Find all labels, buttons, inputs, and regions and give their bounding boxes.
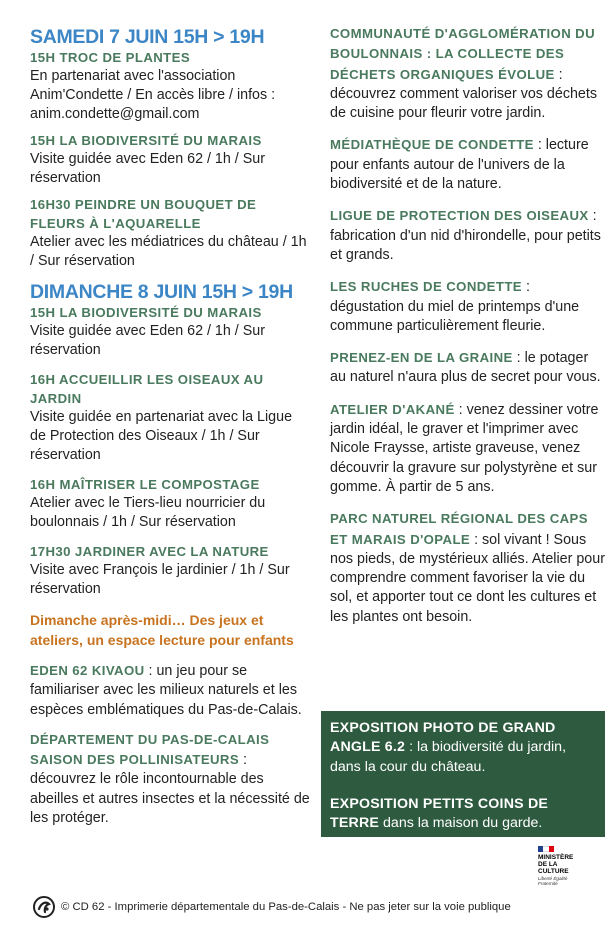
day-heading-saturday: SAMEDI 7 JUIN 15H > 19H	[30, 26, 265, 48]
event-title: 16H ACCUEILLIR LES OISEAUX AU JARDIN	[30, 372, 264, 406]
stand-head: LES RUCHES DE CONDETTE	[330, 279, 522, 295]
stand-head: LIGUE DE PROTECTION DES OISEAUX	[330, 208, 589, 224]
event-title: 16H30 PEINDRE UN BOUQUET DE FLEURS À L'AQUARELLE	[30, 197, 257, 231]
stand-akane	[330, 400, 606, 497]
event-title: 15H LA BIODIVERSITÉ DU MARAIS	[30, 133, 262, 148]
stand-text: sol vivant ! Sous nos pieds, de mystérieux alliés. Atelier pour comprendre comment favoriser la vie du sol, et apporter tout ce dont les cultures et les plantes ont besoin.	[330, 531, 605, 625]
stand-mediatheque	[330, 135, 606, 194]
stand-head: PARC NATUREL RÉGIONAL DES CAPS ET MARAIS D'OPALE	[330, 511, 588, 547]
separator: :	[144, 663, 157, 679]
left-column	[30, 26, 310, 838]
stand-lpo	[330, 206, 606, 265]
stand-text: dégustation du miel de printemps d'une commune particulièrement fleurie.	[330, 298, 580, 334]
ministere-motto: Liberté Égalité Fraternité	[538, 876, 568, 886]
event-title: 15H LA BIODIVERSITÉ DU MARAIS	[30, 305, 262, 320]
ministere-name: MINISTÈRE DE LA CULTURE	[538, 854, 574, 875]
event-biodiv-sat	[30, 131, 310, 188]
event-desc: Visite guidée en partenariat avec la Ligue de Protection des Oiseaux / 1h / Sur réservation	[30, 409, 293, 463]
event-desc: Visite avec François le jardinier / 1h / Sur réservation	[30, 562, 290, 597]
stand-head: MÉDIATHÈQUE DE CONDETTE	[330, 137, 534, 153]
expo-grand-angle	[330, 719, 595, 777]
right-column	[330, 24, 606, 637]
stand-agglo	[330, 24, 606, 123]
expo-petits-coins	[330, 795, 595, 834]
expo-text: dans la maison du garde.	[383, 815, 543, 832]
stand-text: le potager au naturel n'aura plus de secret pour vous.	[330, 350, 601, 386]
event-troc	[30, 48, 310, 124]
stand-head: EDEN 62 KIVAOU	[30, 663, 145, 678]
event-title: 15H TROC DE PLANTES	[30, 50, 191, 65]
event-compostage	[30, 475, 310, 532]
ministere-culture-logo	[538, 846, 588, 886]
stand-graine	[330, 348, 606, 388]
event-desc: Visite guidée avec Eden 62 / 1h / Sur réservation	[30, 151, 265, 186]
separator: :	[533, 137, 546, 154]
event-desc: Atelier avec les médiatrices du château / 1h / Sur réservation	[30, 234, 307, 269]
event-oiseaux	[30, 370, 310, 465]
footer	[30, 897, 606, 919]
event-jardiner	[30, 542, 310, 599]
separator: :	[588, 208, 597, 225]
stand-text: venez dessiner votre jardin idéal, le graver et l'imprimer avec Nicole Fraysse, artiste graveuse, venez découvrir la gravure sur polystyrène et sur gomme. À partir de 5 ans.	[330, 401, 599, 495]
stand-head: COMMUNAUTÉ D'AGGLOMÉRATION DU BOULONNAIS : LA COLLECTE DES DÉCHETS ORGANIQUES ÉVOLUE	[330, 26, 596, 82]
expo-text: la biodiversité du jardin, dans la cour du château.	[330, 739, 567, 775]
stand-text: un jeu pour se familiariser avec les milieux naturels et les espèces emblématiques du Pas-de-Calais.	[30, 663, 302, 718]
event-biodiv-sun	[30, 303, 310, 360]
stand-head: PRENEZ-EN DE LA GRAINE	[330, 350, 513, 366]
event-title: 17H30 JARDINER AVEC LA NATURE	[30, 544, 269, 559]
cd62-logo-icon	[32, 895, 56, 919]
separator: :	[239, 752, 248, 769]
sunday-afternoon-note: Dimanche après-midi… Des jeux et ateliers, un espace lecture pour enfants	[30, 612, 294, 648]
separator: :	[554, 66, 563, 83]
event-desc: En partenariat avec l'association Anim'Condette / En accès libre / infos : anim.condette@gmail.com	[30, 68, 276, 122]
french-flag-icon	[538, 846, 554, 852]
separator: :	[405, 739, 417, 756]
exhibitions-box	[321, 711, 605, 837]
event-title: 16H MAÎTRISER LE COMPOSTAGE	[30, 477, 260, 492]
expo-head: EXPOSITION PHOTO DE GRAND ANGLE 6.2	[330, 720, 556, 756]
stand-text: fabrication d'un nid d'hirondelle, pour petits et grands.	[330, 227, 601, 263]
stand-eden	[30, 661, 310, 720]
separator: :	[470, 531, 483, 548]
stand-text: lecture pour enfants autour de l'univers de la biodiversité et de la nature.	[330, 137, 589, 193]
stand-head: DÉPARTEMENT DU PAS-DE-CALAIS SAISON DES POLLINISATEURS	[30, 731, 270, 768]
separator: :	[512, 350, 525, 367]
event-aquarelle	[30, 195, 310, 271]
separator: :	[454, 401, 467, 418]
stand-departement	[30, 730, 310, 828]
stand-head: ATELIER D'AKANÉ	[330, 401, 455, 417]
stand-text: découvrez le rôle incontournable des abeilles et autres insectes et la nécessité de les protéger.	[30, 771, 310, 827]
day-heading-sunday: DIMANCHE 8 JUIN 15H > 19H	[30, 281, 293, 303]
footer-text: © CD 62 - Imprimerie départementale du Pas-de-Calais - Ne pas jeter sur la voie publique	[61, 901, 511, 913]
separator: :	[521, 279, 530, 296]
stand-text: découvrez comment valoriser vos déchets de cuisine pour fleurir votre jardin.	[330, 85, 597, 122]
stand-parc	[330, 509, 606, 627]
event-desc: Atelier avec le Tiers-lieu nourricier du boulonnais / 1h / Sur réservation	[30, 495, 266, 530]
event-desc: Visite guidée avec Eden 62 / 1h / Sur réservation	[30, 323, 265, 358]
expo-head: EXPOSITION PETITS COINS DE TERRE	[330, 795, 549, 832]
stand-ruches	[330, 277, 606, 336]
